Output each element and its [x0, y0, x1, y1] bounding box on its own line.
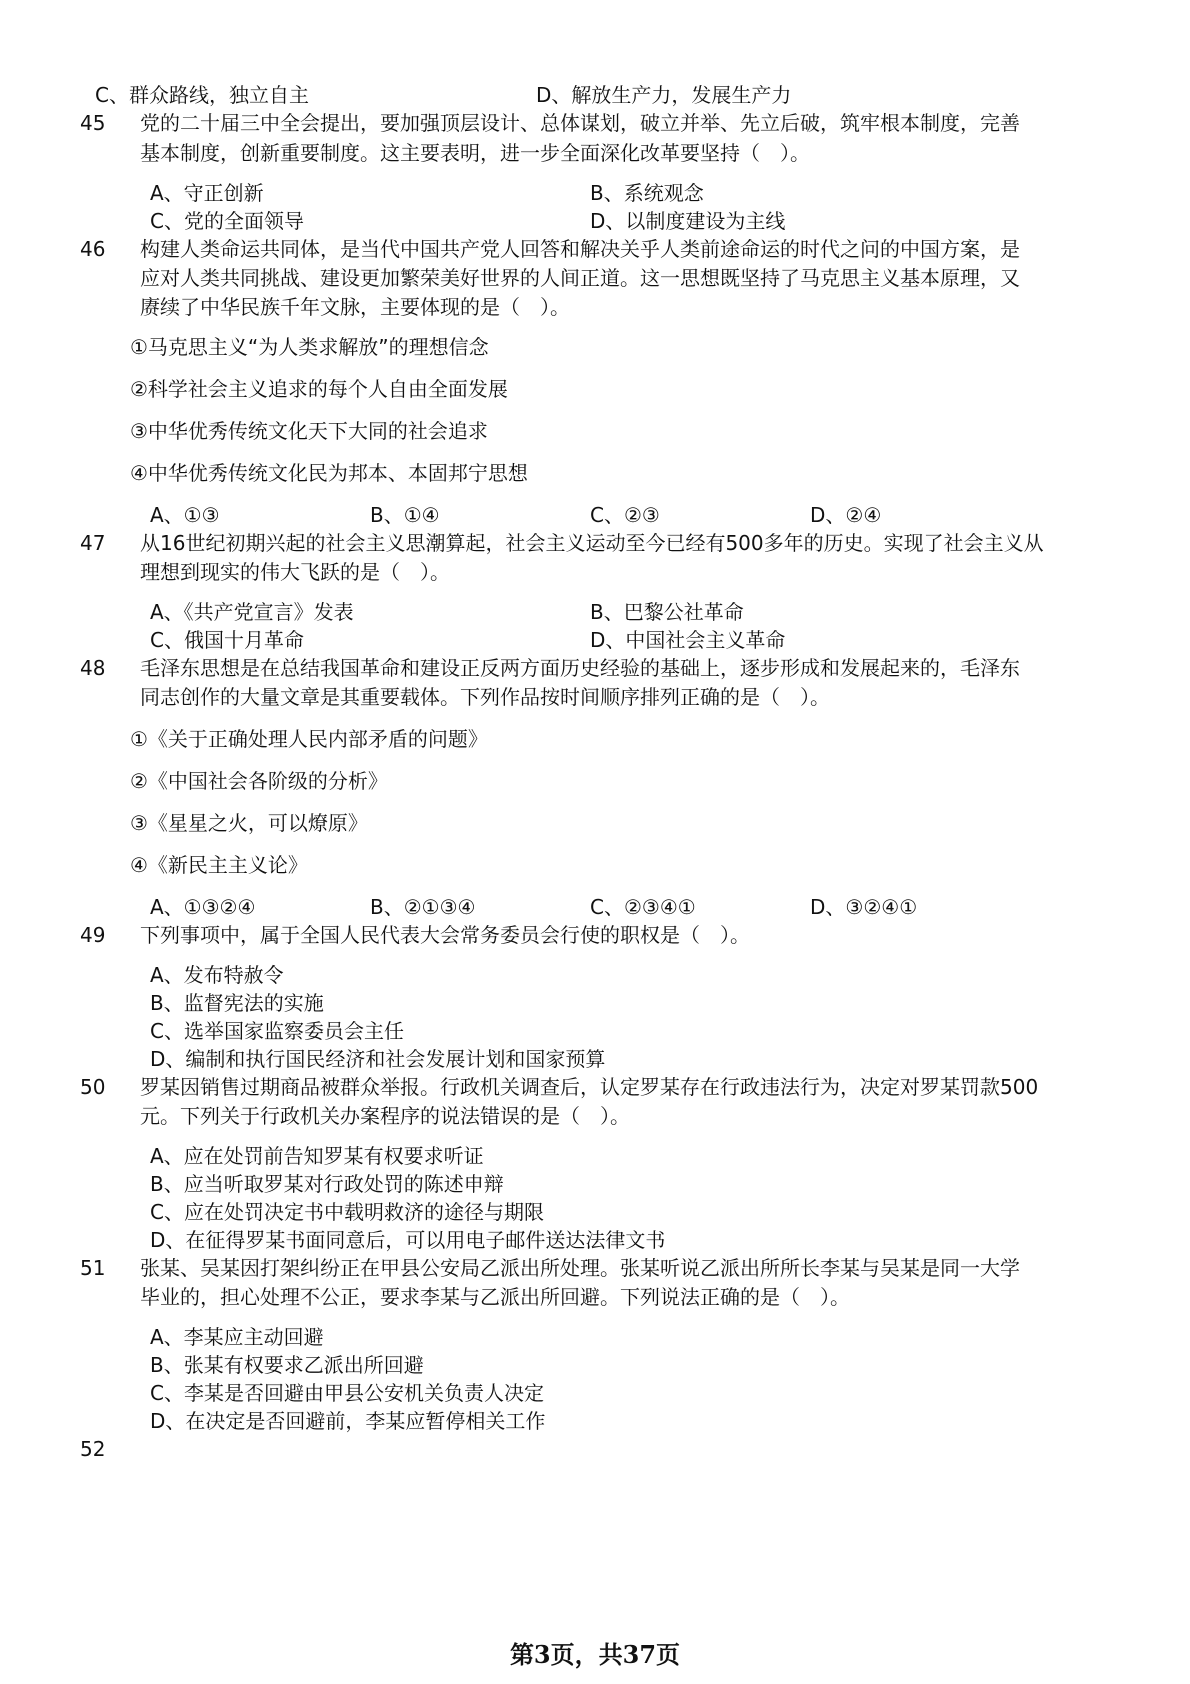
question-number: 49 [80, 923, 106, 947]
option-d: D、③②④① [810, 895, 918, 919]
work-4: ④《新民主主义论》 [130, 853, 308, 877]
statement-1: ①马克思主义“为人类求解放”的理想信念 [130, 335, 489, 359]
option-d: D、在决定是否回避前，李某应暂停相关工作 [150, 1409, 546, 1433]
question-stem-line: 毕业的，担心处理不公正，要求李某与乙派出所回避。下列说法正确的是（ ）。 [140, 1285, 850, 1309]
work-1: ①《关于正确处理人民内部矛盾的问题》 [130, 727, 488, 751]
option-b: B、张某有权要求乙派出所回避 [150, 1353, 424, 1377]
option-c: C、应在处罚决定书中载明救济的途径与期限 [150, 1200, 544, 1224]
question-number: 45 [80, 111, 106, 135]
question-stem-line: 应对人类共同挑战、建设更加繁荣美好世界的人间正道。这一思想既坚持了马克思主义基本原理，又 [140, 266, 1020, 290]
option-b: B、②①③④ [370, 895, 476, 919]
option-a: A、《共产党宣言》发表 [150, 600, 354, 624]
option-c: C、②③④① [590, 895, 696, 919]
option-d: D、以制度建设为主线 [590, 209, 786, 233]
option-a: A、应在处罚前告知罗某有权要求听证 [150, 1144, 484, 1168]
option-a: A、①③②④ [150, 895, 256, 919]
option-a: A、守正创新 [150, 181, 264, 205]
q44-option-d: D、解放生产力，发展生产力 [536, 83, 792, 107]
option-c: C、李某是否回避由甲县公安机关负责人决定 [150, 1381, 544, 1405]
question-stem-line: 理想到现实的伟大飞跃的是（ ）。 [140, 560, 450, 584]
question-stem-line: 同志创作的大量文章是其重要载体。下列作品按时间顺序排列正确的是（ ）。 [140, 685, 830, 709]
option-c: C、党的全面领导 [150, 209, 304, 233]
question-stem-line: 构建人类命运共同体，是当代中国共产党人回答和解决关乎人类前途命运的时代之问的中国方案，是 [140, 237, 1020, 261]
work-2: ②《中国社会各阶级的分析》 [130, 769, 388, 793]
question-number: 47 [80, 531, 106, 555]
question-number: 51 [80, 1256, 106, 1280]
option-b: B、巴黎公社革命 [590, 600, 744, 624]
question-stem-line: 毛泽东思想是在总结我国革命和建设正反两方面历史经验的基础上，逐步形成和发展起来的，毛泽东 [140, 656, 1020, 680]
option-c: C、选举国家监察委员会主任 [150, 1019, 404, 1043]
option-b: B、应当听取罗某对行政处罚的陈述申辩 [150, 1172, 504, 1196]
option-a: A、①③ [150, 503, 220, 527]
option-a: A、李某应主动回避 [150, 1325, 324, 1349]
option-d: D、编制和执行国民经济和社会发展计划和国家预算 [150, 1047, 606, 1071]
option-d: D、在征得罗某书面同意后，可以用电子邮件送达法律文书 [150, 1228, 666, 1252]
work-3: ③《星星之火，可以燎原》 [130, 811, 368, 835]
option-d: D、②④ [810, 503, 882, 527]
page-footer: 第3页，共37页 [509, 1640, 681, 1669]
question-stem-line: 元。下列关于行政机关办案程序的说法错误的是（ ）。 [140, 1104, 630, 1128]
question-stem-line: 基本制度，创新重要制度。这主要表明，进一步全面深化改革要坚持（ ）。 [140, 141, 810, 165]
option-b: B、①④ [370, 503, 440, 527]
question-stem-line: 罗某因销售过期商品被群众举报。行政机关调查后，认定罗某存在行政违法行为，决定对罗某罚款500 [140, 1075, 1039, 1099]
option-b: B、系统观念 [590, 181, 704, 205]
question-stem-line: 赓续了中华民族千年文脉，主要体现的是（ ）。 [140, 295, 570, 319]
statement-4: ④中华优秀传统文化民为邦本、本固邦宁思想 [130, 461, 528, 485]
question-number: 48 [80, 656, 106, 680]
option-a: A、发布特赦令 [150, 963, 284, 987]
statement-3: ③中华优秀传统文化天下大同的社会追求 [130, 419, 488, 443]
option-d: D、中国社会主义革命 [590, 628, 786, 652]
question-number: 50 [80, 1075, 106, 1099]
question-stem-line: 党的二十届三中全会提出，要加强顶层设计、总体谋划，破立并举、先立后破，筑牢根本制度，完善 [140, 111, 1020, 135]
statement-2: ②科学社会主义追求的每个人自由全面发展 [130, 377, 508, 401]
question-stem-line: 张某、吴某因打架纠纷正在甲县公安局乙派出所处理。张某听说乙派出所所长李某与吴某是同一大学 [140, 1256, 1020, 1280]
question-number: 46 [80, 237, 106, 261]
option-c: C、②③ [590, 503, 660, 527]
q44-option-c: C、群众路线，独立自主 [95, 83, 309, 107]
option-c: C、俄国十月革命 [150, 628, 304, 652]
question-stem-line: 下列事项中，属于全国人民代表大会常务委员会行使的职权是（ ）。 [140, 923, 750, 947]
option-b: B、监督宪法的实施 [150, 991, 324, 1015]
question-stem-line: 从16世纪初期兴起的社会主义思潮算起，社会主义运动至今已经有500多年的历史。实现了社会主义从 [140, 531, 1044, 555]
question-52-number: 52 [80, 1437, 106, 1461]
